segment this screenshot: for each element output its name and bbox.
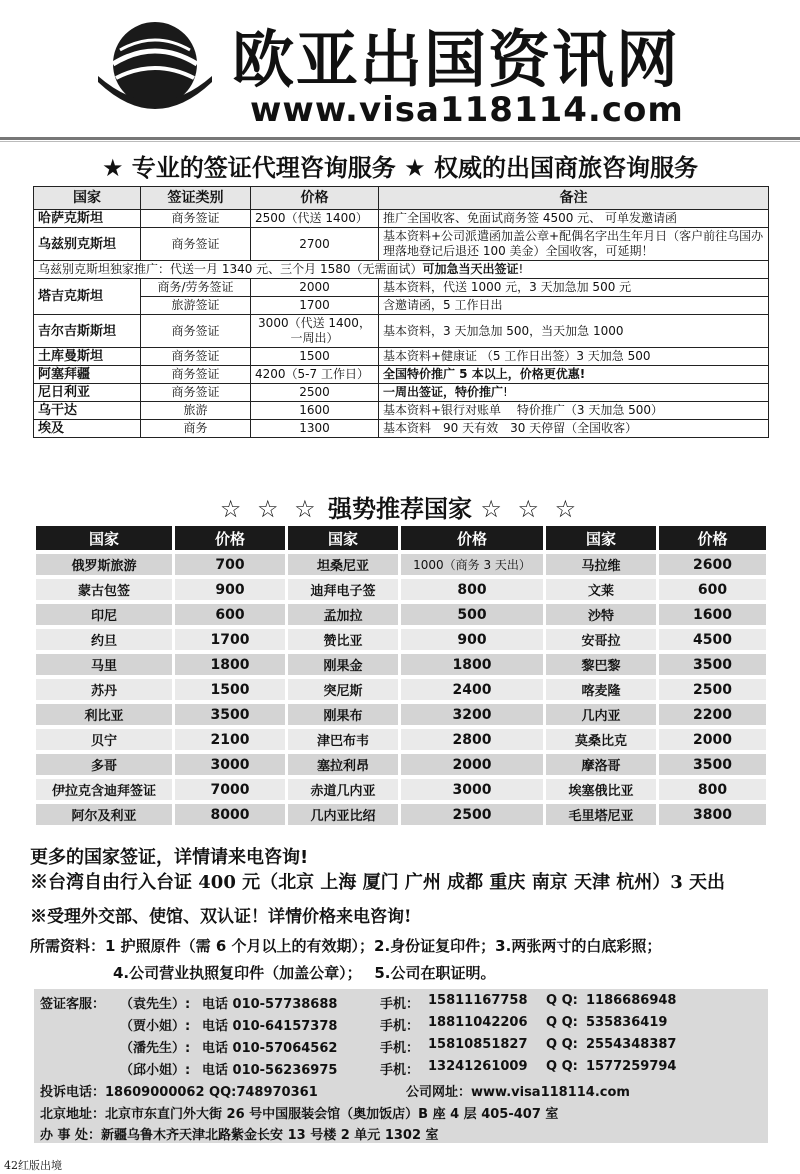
note-cell: 基本资料，代送 1000 元，3 天加急加 500 元 (379, 279, 769, 297)
country-cell: 赤道几内亚 (288, 779, 398, 800)
table-row (34, 420, 769, 438)
country-cell: 津巴布韦 (288, 729, 398, 750)
country-cell: 文莱 (546, 579, 656, 600)
price-cell: 7000 (175, 779, 285, 800)
price-cell: 1800 (401, 654, 543, 675)
qq-label: Q Q: (546, 993, 578, 1008)
country-cell: 阿塞拜疆 (34, 366, 141, 384)
embassy-note: ※受理外交部、使馆、双认证！详情价格来电咨询! (30, 907, 412, 927)
column-header: 国家 (36, 526, 172, 550)
column-header: 价格 (401, 526, 543, 550)
country-cell: 沙特 (546, 604, 656, 625)
contact-name: （潘先生）: (120, 1041, 191, 1056)
country-cell: 安哥拉 (546, 629, 656, 650)
country-cell: 约旦 (36, 629, 172, 650)
contact-mobile[interactable]: 13241261009 (428, 1059, 528, 1074)
type-cell: 商务/劳务签证 (141, 279, 251, 297)
divider (0, 141, 800, 142)
note-cell: 含邀请函，5 工作日出 (379, 297, 769, 315)
beijing-address: 北京地址：北京市东直门外大街 26 号中国服装会馆（奥加饭店）B 座 4 层 405-407 室 (40, 1107, 559, 1122)
price-cell: 4200（5-7 工作日） (251, 366, 379, 384)
mobile-label: 手机： (380, 997, 420, 1012)
table-row (34, 384, 769, 402)
table-row (34, 366, 769, 384)
requirements-line-1: 所需资料：1 护照原件（需 6 个月以上的有效期）；2.身份证复印件；3.两张两寸的白底彩照； (30, 937, 662, 955)
country-cell: 刚果金 (288, 654, 398, 675)
country-cell: 马里 (36, 654, 172, 675)
note-cell (379, 384, 769, 402)
type-cell: 商务签证 (141, 315, 251, 348)
country-cell: 贝宁 (36, 729, 172, 750)
contact-mobile[interactable]: 15811167758 (428, 993, 528, 1008)
table-header-row (36, 526, 766, 550)
requirements-line-2: 4.公司营业执照复印件（加盖公章）； 5.公司在职证明。 (113, 964, 496, 982)
table-header-row (34, 187, 769, 210)
price-cell: 8000 (175, 804, 285, 825)
country-cell: 赞比亚 (288, 629, 398, 650)
table-row (36, 779, 766, 800)
country-cell: 多哥 (36, 754, 172, 775)
divider (0, 137, 800, 140)
taiwan-note: ※台湾自由行入台证 400 元（北京 上海 厦门 广州 成都 重庆 南京 天津 杭州）3 天出 (30, 872, 726, 893)
qq-label: Q Q: (546, 1037, 578, 1052)
contact-name: （邱小姐）: (120, 1063, 191, 1078)
contact-phone[interactable]: 电话 010-57738688 (202, 997, 338, 1012)
price-cell: 600 (659, 579, 766, 600)
contact-qq[interactable]: 1577259794 (586, 1059, 677, 1074)
type-cell: 商务 (141, 420, 251, 438)
price-cell: 800 (401, 579, 543, 600)
table-row (36, 554, 766, 575)
table-row (36, 754, 766, 775)
price-cell: 2500（代送 1400） (251, 210, 379, 228)
price-cell: 3000（代送 1400，一周出） (251, 315, 379, 348)
country-cell: 摩洛哥 (546, 754, 656, 775)
price-cell: 1000（商务 3 天出） (401, 554, 543, 575)
price-cell: 3800 (659, 804, 766, 825)
table-row (34, 297, 769, 315)
price-cell: 1700 (175, 629, 285, 650)
price-cell: 1600 (659, 604, 766, 625)
contact-name: （贾小姐）: (120, 1019, 191, 1034)
recommend-title (0, 489, 800, 524)
type-cell: 商务签证 (141, 228, 251, 261)
note-cell: 基本资料+公司派遣函加盖公章+配偶名字出生年月日（客户前往乌国办理落地登记后退还 100 美金）全国收客，可延期！ (379, 228, 769, 261)
price-cell: 2500 (251, 384, 379, 402)
promo-note-text: 乌兹别克斯坦独家推广：代送一月 1340 元、三个月 1580（无需面试） (38, 262, 423, 276)
column-header: 价格 (251, 187, 379, 210)
country-cell: 乌兹别克斯坦 (34, 228, 141, 261)
price-cell: 3500 (175, 704, 285, 725)
column-header: 国家 (546, 526, 656, 550)
country-cell: 埃塞俄比亚 (546, 779, 656, 800)
country-cell: 伊拉克含迪拜签证 (36, 779, 172, 800)
price-cell: 2000 (659, 729, 766, 750)
price-cell: 3000 (175, 754, 285, 775)
contact-phone[interactable]: 电话 010-56236975 (202, 1063, 338, 1078)
price-cell: 2400 (401, 679, 543, 700)
price-cell: 2500 (659, 679, 766, 700)
country-cell: 毛里塔尼亚 (546, 804, 656, 825)
type-cell: 商务签证 (141, 348, 251, 366)
price-cell: 700 (175, 554, 285, 575)
table-row (34, 348, 769, 366)
price-cell: 2000 (251, 279, 379, 297)
globe-logo (96, 18, 214, 118)
price-cell: 1700 (251, 297, 379, 315)
type-cell: 商务签证 (141, 366, 251, 384)
mobile-label: 手机： (380, 1019, 420, 1034)
contact-mobile[interactable]: 18811042206 (428, 1015, 528, 1030)
contact-phone[interactable]: 电话 010-64157378 (202, 1019, 338, 1034)
type-cell: 旅游签证 (141, 297, 251, 315)
mobile-label: 手机： (380, 1063, 420, 1078)
country-cell: 迪拜电子签 (288, 579, 398, 600)
price-cell: 2600 (659, 554, 766, 575)
table-row (34, 315, 769, 348)
price-cell: 3000 (401, 779, 543, 800)
price-cell: 1600 (251, 402, 379, 420)
country-cell: 塞拉利昂 (288, 754, 398, 775)
type-cell: 商务签证 (141, 384, 251, 402)
country-cell: 俄罗斯旅游 (36, 554, 172, 575)
country-cell: 刚果布 (288, 704, 398, 725)
price-cell: 900 (401, 629, 543, 650)
country-cell: 土库曼斯坦 (34, 348, 141, 366)
table-row (36, 654, 766, 675)
visa-price-table (33, 186, 769, 438)
price-cell: 2800 (401, 729, 543, 750)
complaint-line[interactable]: 投诉电话：18609000062 QQ:748970361 (40, 1085, 318, 1100)
table-row (34, 261, 769, 279)
country-cell: 印尼 (36, 604, 172, 625)
recommend-title-text: 强势推荐国家 (328, 495, 472, 523)
stars-left-icon: ☆ ☆ ☆ (219, 495, 320, 523)
note-text: 一周出签证，特价推广 (383, 385, 504, 399)
recommend-price-table (33, 522, 769, 829)
price-cell: 1800 (175, 654, 285, 675)
country-cell: 突尼斯 (288, 679, 398, 700)
country-cell: 塔吉克斯坦 (34, 279, 141, 315)
contact-mobile[interactable]: 15810851827 (428, 1037, 528, 1052)
note-cell: 基本资料+健康证 （5 工作日出签）3 天加急 500 (379, 348, 769, 366)
price-cell: 1300 (251, 420, 379, 438)
price-cell: 3200 (401, 704, 543, 725)
price-cell: 2200 (659, 704, 766, 725)
website-line[interactable]: 公司网址：www.visa118114.com (406, 1085, 630, 1100)
price-cell: 2100 (175, 729, 285, 750)
contact-name: （袁先生）: (120, 997, 191, 1012)
table-row (34, 228, 769, 261)
column-header: 备注 (379, 187, 769, 210)
brand-title: 欧亚出国资讯网 (232, 23, 681, 96)
type-cell: 商务签证 (141, 210, 251, 228)
stars-right-icon: ☆ ☆ ☆ (480, 495, 581, 523)
office-address: 办 事 处：新疆乌鲁木齐天津北路紫金长安 13 号楼 2 单元 1302 室 (40, 1128, 439, 1143)
table-row (36, 679, 766, 700)
qq-label: Q Q: (546, 1015, 578, 1030)
country-cell: 利比亚 (36, 704, 172, 725)
country-cell: 黎巴黎 (546, 654, 656, 675)
price-cell: 800 (659, 779, 766, 800)
country-cell: 乌干达 (34, 402, 141, 420)
column-header: 价格 (175, 526, 285, 550)
column-header: 国家 (288, 526, 398, 550)
site-url[interactable]: www.visa118114.com (250, 90, 684, 130)
service-label: 签证客服： (40, 997, 106, 1012)
country-cell: 阿尔及利亚 (36, 804, 172, 825)
price-cell: 2000 (401, 754, 543, 775)
country-cell: 苏丹 (36, 679, 172, 700)
note-cell: 基本资料 90 天有效 30 天停留（全国收客） (379, 420, 769, 438)
column-header: 价格 (659, 526, 766, 550)
price-cell: 500 (401, 604, 543, 625)
note-cell: 全国特价推广 5 本以上，价格更优惠! (379, 366, 769, 384)
table-row (36, 629, 766, 650)
mobile-label: 手机： (380, 1041, 420, 1056)
price-cell: 1500 (251, 348, 379, 366)
contact-box (34, 989, 768, 1143)
country-cell: 埃及 (34, 420, 141, 438)
table-row (34, 210, 769, 228)
table-row (36, 804, 766, 825)
type-cell: 旅游 (141, 402, 251, 420)
promo-note-end: ! (518, 262, 524, 276)
table-row (36, 579, 766, 600)
note-cell: 基本资料+银行对账单 特价推广（3 天加急 500） (379, 402, 769, 420)
table-row (36, 729, 766, 750)
contact-qq[interactable]: 2554348387 (586, 1037, 677, 1052)
country-cell: 马拉维 (546, 554, 656, 575)
note-cell: 基本资料，3 天加急加 500，当天加急 1000 (379, 315, 769, 348)
country-cell: 坦桑尼亚 (288, 554, 398, 575)
table-row (34, 279, 769, 297)
note-cell: 推广全国收客、免面试商务签 4500 元、 可单发邀请函 (379, 210, 769, 228)
country-cell: 几内亚比绍 (288, 804, 398, 825)
price-cell: 3500 (659, 654, 766, 675)
country-cell: 孟加拉 (288, 604, 398, 625)
price-cell: 600 (175, 604, 285, 625)
contact-phone[interactable]: 电话 010-57064562 (202, 1041, 338, 1056)
country-cell: 尼日利亚 (34, 384, 141, 402)
country-cell: 喀麦隆 (546, 679, 656, 700)
table-row (36, 604, 766, 625)
table-row (34, 402, 769, 420)
contact-qq[interactable]: 1186686948 (586, 993, 677, 1008)
price-cell: 900 (175, 579, 285, 600)
page-footer: 42红版出境 (4, 1159, 62, 1172)
column-header: 签证类别 (141, 187, 251, 210)
country-cell: 莫桑比克 (546, 729, 656, 750)
more-visas-note: 更多的国家签证，详情请来电咨询! (30, 847, 309, 868)
country-cell: 几内亚 (546, 704, 656, 725)
qq-label: Q Q: (546, 1059, 578, 1074)
country-cell: 吉尔吉斯斯坦 (34, 315, 141, 348)
price-cell: 2500 (401, 804, 543, 825)
column-header: 国家 (34, 187, 141, 210)
price-cell: 3500 (659, 754, 766, 775)
country-cell: 蒙古包签 (36, 579, 172, 600)
country-cell: 哈萨克斯坦 (34, 210, 141, 228)
promo-note-highlight: 可加急当天出签证 (422, 262, 519, 276)
contact-qq[interactable]: 535836419 (586, 1015, 668, 1030)
service-tagline: ★ 专业的签证代理咨询服务 ★ 权威的出国商旅咨询服务 (101, 154, 699, 182)
price-cell: 1500 (175, 679, 285, 700)
promo-note-cell (34, 261, 769, 279)
table-row (36, 704, 766, 725)
price-cell: 2700 (251, 228, 379, 261)
price-cell: 4500 (659, 629, 766, 650)
note-end: ! (503, 385, 508, 399)
